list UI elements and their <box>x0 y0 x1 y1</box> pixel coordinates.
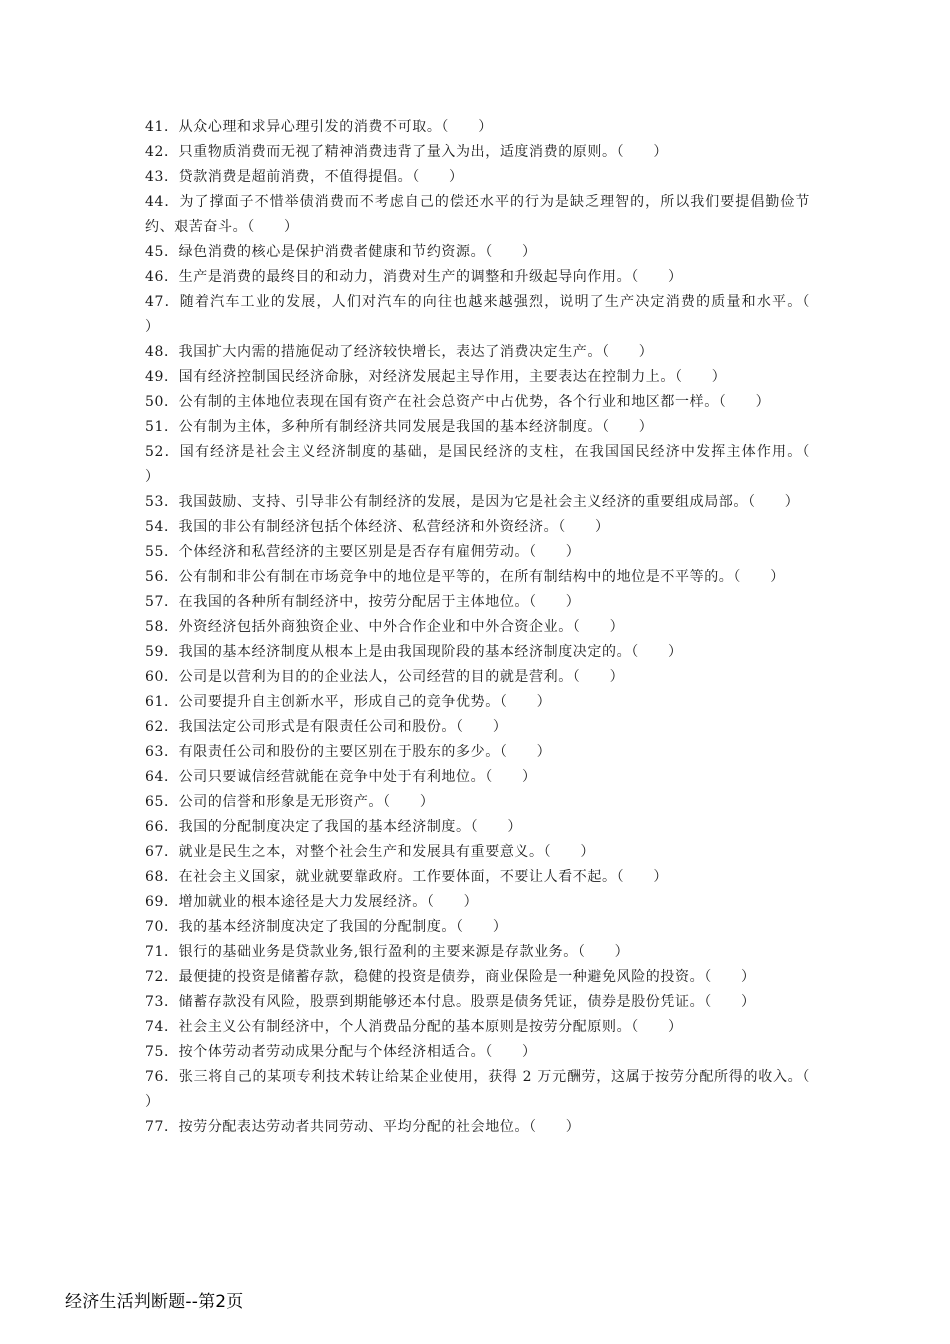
question-item: 70．我的基本经济制度决定了我国的分配制度。（ ） <box>145 919 508 935</box>
question-item: 77．按劳分配表达劳动者共同劳动、平均分配的社会地位。（ ） <box>145 1119 581 1135</box>
question-item: 59．我国的基本经济制度从根本上是由我国现阶段的基本经济制度决定的。（ ） <box>145 644 683 660</box>
question-item: 41．从众心理和求异心理引发的消费不可取。（ ） <box>145 119 493 135</box>
question-item: 68．在社会主义国家，就业就要靠政府。工作要体面，不要让人看不起。（ ） <box>145 869 669 885</box>
question-item: 42．只重物质消费而无视了精神消费违背了量入为出，适度消费的原则。（ ） <box>145 144 669 160</box>
question-item: 43．贷款消费是超前消费，不值得提倡。（ ） <box>145 169 464 185</box>
question-item: 62．我国法定公司形式是有限责任公司和股份。（ ） <box>145 719 508 735</box>
question-item: 61．公司要提升自主创新水平，形成自己的竞争优势。（ ） <box>145 694 552 710</box>
question-item: 46．生产是消费的最终目的和动力，消费对生产的调整和升级起导向作用。（ ） <box>145 269 683 285</box>
question-item: 50．公有制的主体地位表现在国有资产在社会总资产中占优势，各个行业和地区都一样。（ ） <box>145 394 771 410</box>
question-item: 47．随着汽车工业的发展，人们对汽车的向往也越来越强烈，说明了生产决定消费的质量和水平。（ ） <box>145 294 840 335</box>
question-item: 72．最便捷的投资是储蓄存款，稳健的投资是债券，商业保险是一种避免风险的投资。（ ） <box>145 969 756 985</box>
question-item: 63．有限责任公司和股份的主要区别在于股东的多少。（ ） <box>145 744 552 760</box>
question-item: 73．储蓄存款没有风险，股票到期能够还本付息。股票是债务凭证，债券是股份凭证。（ ） <box>145 994 756 1010</box>
question-item: 49．国有经济控制国民经济命脉，对经济发展起主导作用，主要表达在控制力上。（ ） <box>145 369 727 385</box>
question-item: 57．在我国的各种所有制经济中，按劳分配居于主体地位。（ ） <box>145 594 581 610</box>
question-item: 75．按个体劳动者劳动成果分配与个体经济相适合。（ ） <box>145 1044 537 1060</box>
question-item: 45．绿色消费的核心是保护消费者健康和节约资源。（ ） <box>145 244 537 260</box>
footer-page-title: 经济生活判断题--第2页 <box>65 1292 244 1312</box>
question-item: 56．公有制和非公有制在市场竞争中的地位是平等的，在所有制结构中的地位是不平等的。（ ） <box>145 569 785 585</box>
question-item: 76．张三将自己的某项专利技术转让给某企业使用，获得 2 万元酬劳，这属于按劳分配所得的收入。（ ） <box>145 1069 840 1110</box>
question-item: 64．公司只要诚信经营就能在竞争中处于有利地位。（ ） <box>145 769 537 785</box>
question-item: 55．个体经济和私营经济的主要区别是是否存有雇佣劳动。（ ） <box>145 544 581 560</box>
question-item: 52．国有经济是社会主义经济制度的基础，是国民经济的支柱，在我国国民经济中发挥主体作用。（ ） <box>145 444 840 485</box>
question-item: 53．我国鼓励、支持、引导非公有制经济的发展，是因为它是社会主义经济的重要组成局部。（ ） <box>145 494 800 510</box>
question-item: 74．社会主义公有制经济中，个人消费品分配的基本原则是按劳分配原则。（ ） <box>145 1019 683 1035</box>
question-item: 67．就业是民生之本，对整个社会生产和发展具有重要意义。（ ） <box>145 844 596 860</box>
question-item: 69．增加就业的根本途径是大力发展经济。（ ） <box>145 894 479 910</box>
question-item: 71．银行的基础业务是贷款业务,银行盈利的主要来源是存款业务。（ ） <box>145 944 630 960</box>
question-list <box>145 115 840 1140</box>
question-item: 51．公有制为主体，多种所有制经济共同发展是我国的基本经济制度。（ ） <box>145 419 654 435</box>
question-item: 58．外资经济包括外商独资企业、中外合作企业和中外合资企业。（ ） <box>145 619 625 635</box>
question-item: 60．公司是以营利为目的的企业法人，公司经营的目的就是营利。（ ） <box>145 669 625 685</box>
question-item: 54．我国的非公有制经济包括个体经济、私营经济和外资经济。（ ） <box>145 519 610 535</box>
question-item: 48．我国扩大内需的措施促动了经济较快增长，表达了消费决定生产。（ ） <box>145 344 654 360</box>
question-item: 44．为了撑面子不惜举债消费而不考虑自己的偿还水平的行为是缺乏理智的，所以我们要提倡勤俭节约、艰苦奋斗。（ ） <box>145 194 810 235</box>
question-item: 66．我国的分配制度决定了我国的基本经济制度。（ ） <box>145 819 523 835</box>
question-item: 65．公司的信誉和形象是无形资产。（ ） <box>145 794 435 810</box>
